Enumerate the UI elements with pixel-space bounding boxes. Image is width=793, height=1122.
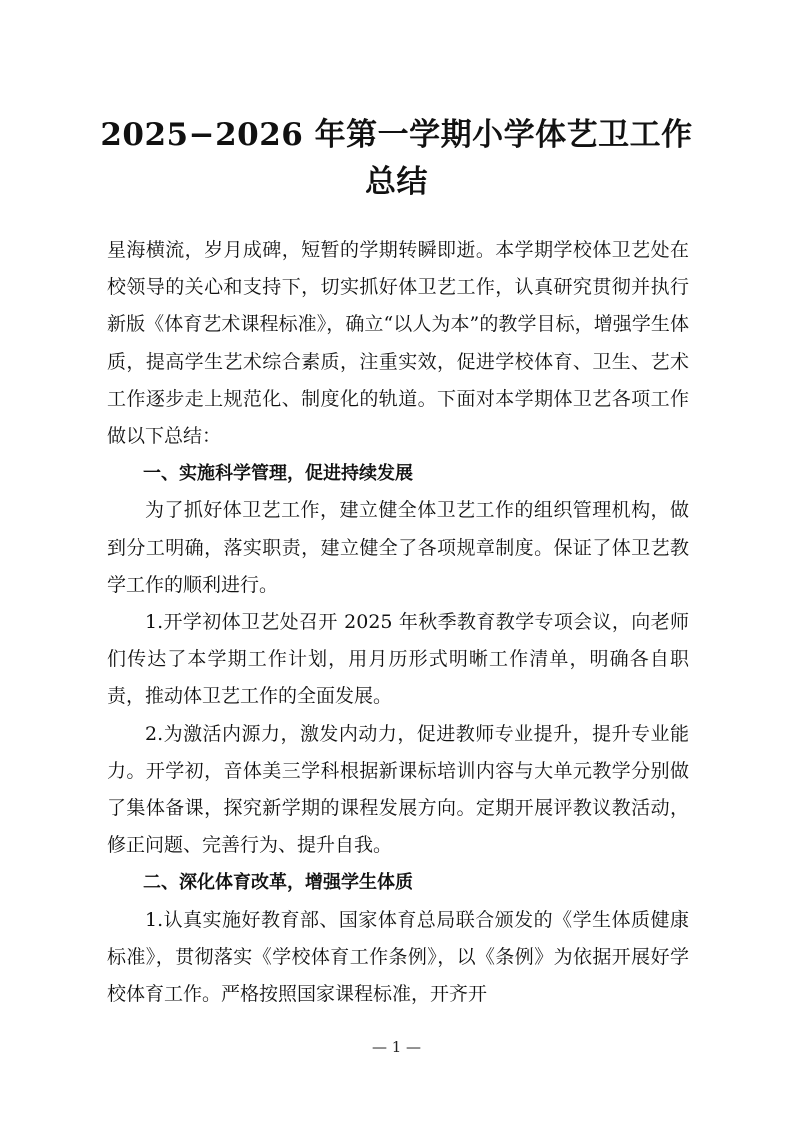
- intro-paragraph: 星海横流，岁月成碑，短暂的学期转瞬即逝。本学期学校体卫艺处在校领导的关心和支持下，切实抓好体卫艺工作，认真研究贯彻并执行新版《体育艺术课程标准》，确立“以人为本”的教学目标，增强学生体质，提高学生艺术综合素质，注重实效，促进学校体育、卫生、艺术工作逐步走上规范化、制度化的轨道。下面对本学期体卫艺各项工作做以下总结：: [107, 239, 689, 448]
- body-paragraph: 1.认真实施好教育部、国家体育总局联合颁发的《学生体质健康标准》，贯彻落实《学校体育工作条例》，以《条例》为依据开展好学校体育工作。严格按照国家课程标准，开齐开: [107, 908, 689, 1006]
- document-body: [107, 232, 689, 1013]
- body-paragraph: 1.开学初体卫艺处召开 2025 年秋季教育教学专项会议，向老师们传达了本学期工作计划，用月历形式明晰工作清单，明确各自职责，推动体卫艺工作的全面发展。: [107, 611, 689, 708]
- document-title: 2025−2026 年第一学期小学体艺卫工作总结: [100, 117, 693, 200]
- section-heading-2: 二、深化体育改革，增强学生体质: [143, 872, 413, 894]
- body-paragraph: 2.为激活内源力，激发内动力，促进教师专业提升，提升专业能力。开学初，音体美三学科根据新课标培训内容与大单元教学分别做了集体备课，探究新学期的课程发展方向。定期开展评教议教活动，修正问题、完善行为、提升自我。: [107, 722, 689, 857]
- section-heading-1: 一、实施科学管理，促进持续发展: [143, 463, 413, 485]
- body-paragraph: 为了抓好体卫艺工作，建立健全体卫艺工作的组织管理机构，做到分工明确，落实职责，建立健全了各项规章制度。保证了体卫艺教学工作的顺利进行。: [107, 499, 689, 596]
- page-number: — 1 —: [371, 1038, 422, 1056]
